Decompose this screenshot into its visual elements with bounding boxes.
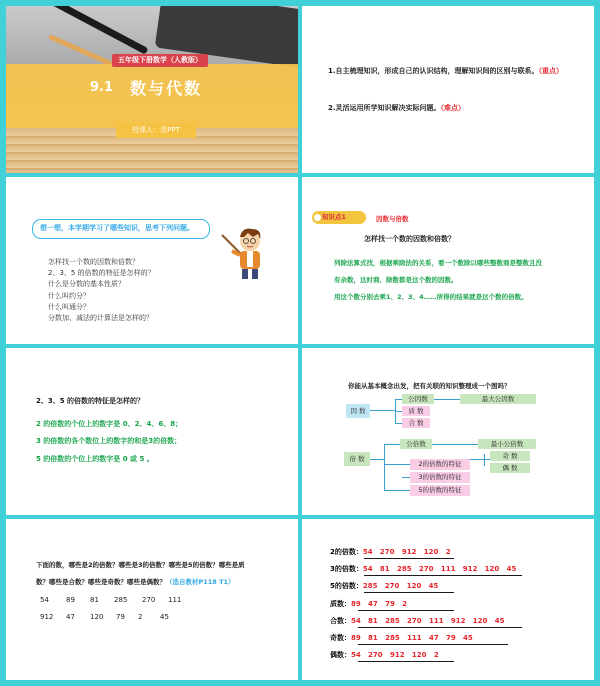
number-row-1 <box>40 596 181 604</box>
answer-row <box>330 633 473 643</box>
cover-title: 数与代数 <box>130 79 203 98</box>
answer-row <box>330 650 439 660</box>
answer-values: 54 81 285 270 111 912 120 45 <box>351 617 505 625</box>
slide-factors-multiples[interactable] <box>302 177 594 344</box>
slide-concept-map[interactable] <box>302 348 594 515</box>
answer-values: 285 270 120 45 <box>362 582 439 590</box>
prompt-box: 想一想，本学期学习了哪些知识，思考下列问题。 <box>32 219 210 239</box>
node-multiple-of-3: 3的倍数的特征 <box>410 472 470 483</box>
author-label: 授课人：觅PPT <box>116 123 196 138</box>
question-item: 怎样找一个数的因数和倍数？ <box>48 258 139 266</box>
number-cell: 912 <box>40 613 54 621</box>
answer-underline <box>364 558 454 559</box>
answer-row <box>330 616 504 626</box>
answer-label: 奇数： <box>330 634 351 642</box>
divisibility-question: 2、3、5 的倍数的特征是怎样的？ <box>36 397 145 405</box>
question-item: 分数加、减法的计算法是怎样的？ <box>48 314 153 323</box>
answer-label: 5的倍数： <box>330 582 363 590</box>
question-item: 2、3、5 的倍数的特征是怎样的？ <box>48 269 155 278</box>
number-row-2 <box>40 613 169 621</box>
number-cell: 79 <box>116 613 125 621</box>
number-cell: 89 <box>66 596 75 604</box>
question-list <box>48 257 155 324</box>
connector <box>367 410 395 411</box>
slide-review-questions[interactable] <box>6 177 298 344</box>
node-multiple-of-5: 5的倍数的特征 <box>410 485 470 496</box>
node-factor: 因 数 <box>346 404 370 418</box>
answer-underline <box>358 661 454 662</box>
cover-subtitle: 五年级下册数学（人教版） <box>112 54 208 67</box>
rule-5: 5 的倍数的个位上的数字是 0 或 5 。 <box>36 455 154 463</box>
answer-label: 质数： <box>330 600 351 608</box>
connector <box>470 459 490 460</box>
answer-line-2: 有余数，这时商、除数都是这个数的因数。 <box>334 276 458 284</box>
number-cell: 285 <box>114 596 128 604</box>
connector <box>434 399 460 400</box>
answer-underline <box>364 575 522 576</box>
node-common-multiple: 公倍数 <box>400 439 432 449</box>
node-lcm: 最小公倍数 <box>478 439 536 449</box>
tag-label: 知识点1 <box>322 213 347 221</box>
answer-label: 2的倍数： <box>330 548 363 556</box>
answer-line-1: 列除法算式找，根据乘除法的关系，看一个数除以哪些整数商是整数且没 <box>334 259 542 267</box>
answer-values: 89 81 285 111 47 79 45 <box>351 634 473 642</box>
connector <box>432 444 478 445</box>
number-cell: 45 <box>160 613 169 621</box>
connector <box>384 444 385 490</box>
rule-2: 2 的倍数的个位上的数字是 0、2、4、6、8； <box>36 420 183 428</box>
node-composite: 合 数 <box>402 418 430 428</box>
exercise-line-2-text: 数？哪些是合数？哪些是奇数？哪些是偶数？ <box>36 578 166 586</box>
tag-dot-icon <box>314 214 321 221</box>
number-cell: 120 <box>90 613 104 621</box>
connector <box>484 454 485 466</box>
answer-label: 合数： <box>330 617 351 625</box>
node-odd: 奇 数 <box>490 451 530 461</box>
topic-title: 因数与倍数 <box>376 215 409 223</box>
node-even: 偶 数 <box>490 463 530 473</box>
goal-2-text: 2.灵活运用所学知识解决实际问题。 <box>328 104 441 112</box>
number-cell: 270 <box>142 596 156 604</box>
answer-values: 54 270 912 120 2 <box>351 651 439 659</box>
answer-row <box>330 564 516 574</box>
answer-row <box>330 547 451 557</box>
number-cell: 47 <box>66 613 75 621</box>
slide-divisibility[interactable] <box>6 348 298 515</box>
answer-underline <box>358 610 454 611</box>
lesson-number: 9.1 <box>90 80 114 95</box>
method-question: 怎样找一个数的因数和倍数？ <box>364 235 455 243</box>
connector <box>384 464 410 465</box>
question-item: 什么是分数的基本性质？ <box>48 280 125 289</box>
goal-2-tag: （难点） <box>440 104 466 112</box>
answer-line-3: 用这个数分别去乘1、2、3、4……所得的结果就是这个数的倍数。 <box>334 293 528 301</box>
knowledge-tag <box>312 211 366 224</box>
goal-1-tag: （重点） <box>538 67 564 75</box>
number-cell: 54 <box>40 596 49 604</box>
slide-goals[interactable] <box>302 6 594 173</box>
concept-map-title: 你能从基本概念出发，把有关联的知识整理成一个图吗？ <box>348 382 511 390</box>
answer-underline <box>358 644 508 645</box>
connector <box>368 459 384 460</box>
goal-1 <box>328 66 563 76</box>
connector <box>384 490 410 491</box>
answer-values: 54 81 285 270 111 912 120 45 <box>362 565 517 573</box>
node-common-factor: 公因数 <box>402 394 434 404</box>
slide-cover[interactable] <box>6 6 298 173</box>
number-cell: 81 <box>90 596 99 604</box>
answer-values: 89 47 79 2 <box>351 600 408 608</box>
node-prime: 质 数 <box>402 406 430 416</box>
teacher-illustration <box>220 225 272 281</box>
node-gcf: 最大公因数 <box>460 394 536 404</box>
exercise-line-1: 下面的数，哪些是2的倍数？哪些是3的倍数？哪些是5的倍数？哪些是质 <box>36 561 245 569</box>
answer-label: 3的倍数： <box>330 565 363 573</box>
slide-exercise[interactable] <box>6 519 298 680</box>
node-multiple: 倍 数 <box>344 452 370 466</box>
answer-underline <box>364 592 454 593</box>
question-item: 什么叫约分？ <box>48 291 90 300</box>
slide-answers[interactable] <box>302 519 594 680</box>
answer-values: 54 270 912 120 2 <box>362 548 451 556</box>
number-cell: 111 <box>168 596 182 604</box>
answer-label: 偶数： <box>330 651 351 659</box>
connector <box>402 477 410 478</box>
exercise-source: （选自教材P118 T1） <box>166 578 235 586</box>
goal-1-text: 1.自主梳理知识，形成自己的认识结构，理解知识间的区别与联系。 <box>328 67 539 75</box>
answer-row <box>330 581 438 591</box>
exercise-line-2 <box>36 577 235 586</box>
question-item: 什么叫通分？ <box>48 302 90 311</box>
goal-2 <box>328 103 465 113</box>
rule-3: 3 的倍数的各个数位上的数字的和是3的倍数； <box>36 437 182 445</box>
node-multiple-of-2: 2的倍数的特征 <box>410 459 470 470</box>
number-cell: 2 <box>138 613 143 621</box>
answer-row <box>330 599 407 609</box>
answer-underline <box>358 627 522 628</box>
connector <box>384 444 400 445</box>
